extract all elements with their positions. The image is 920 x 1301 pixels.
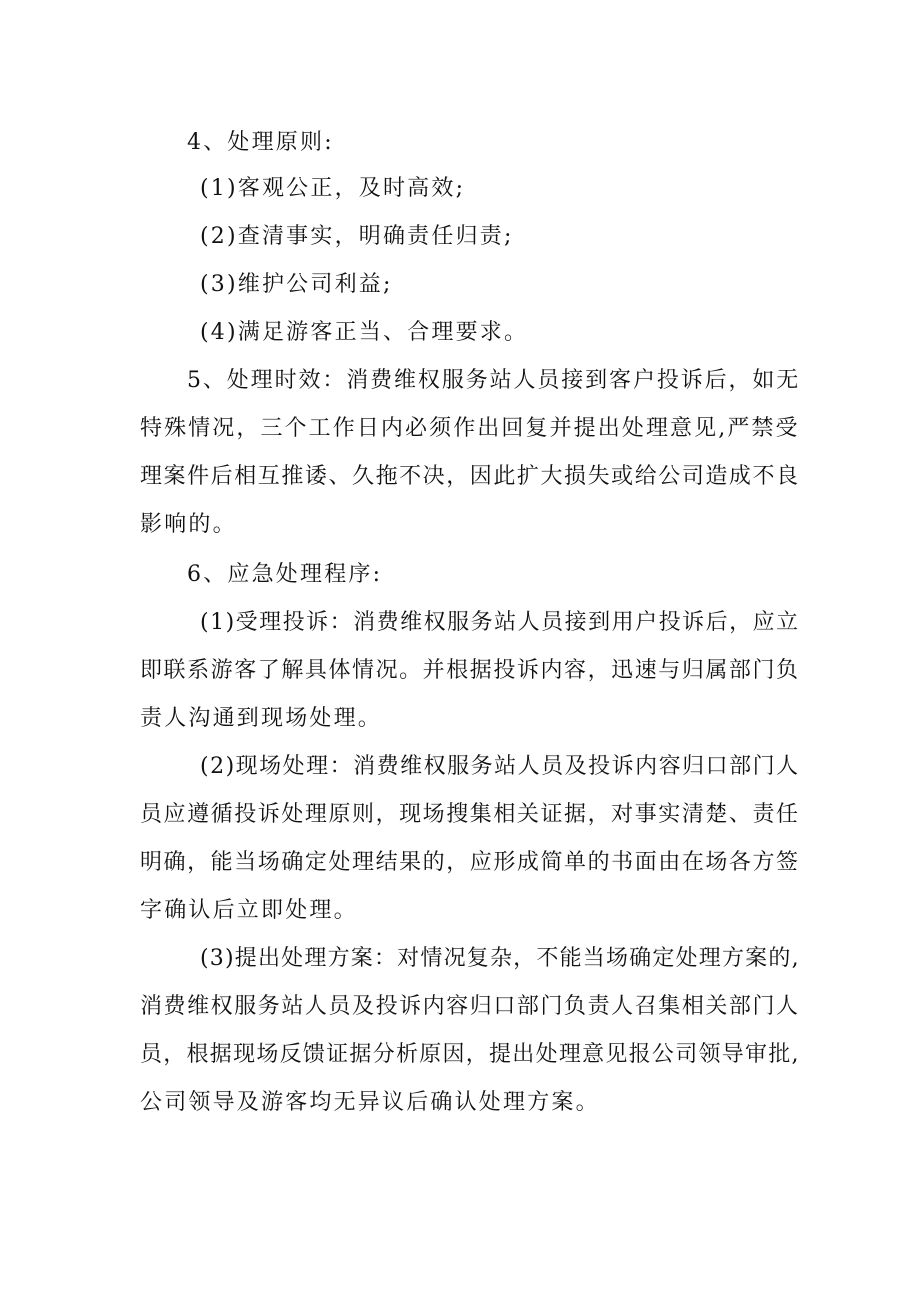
procedure-2-line-2: 员应遵循投诉处理原则，现场搜集相关证据，对事实清楚、责任	[140, 802, 800, 827]
procedure-1-line-1: (1)受理投诉：消费维权服务站人员接到用户投诉后，应立	[200, 610, 800, 635]
section-4-heading: 4、处理原则:	[187, 130, 334, 155]
procedure-3-line-4: 公司领导及游客均无异议后确认处理方案。	[140, 1090, 600, 1115]
section-5-line-2: 特殊情况，三个工作日内必须作出回复并提出处理意见,严禁受	[140, 416, 800, 441]
procedure-3-line-1: (3)提出处理方案：对情况复杂，不能当场确定处理方案的,	[200, 946, 800, 971]
principle-item-1: (1)客观公正，及时高效;	[200, 176, 466, 201]
principle-item-3: (3)维护公司利益;	[200, 272, 393, 297]
procedure-3-line-3: 员，根据现场反馈证据分析原因，提出处理意见报公司领导审批,	[140, 1042, 800, 1067]
procedure-2-line-4: 字确认后立即处理。	[140, 898, 358, 923]
procedure-3-line-2: 消费维权服务站人员及投诉内容归口部门负责人召集相关部门人	[140, 994, 800, 1019]
procedure-2-line-1: (2)现场处理：消费维权服务站人员及投诉内容归口部门人	[200, 754, 800, 779]
section-6-heading: 6、应急处理程序:	[187, 562, 383, 587]
section-5-line-3: 理案件后相互推诿、久拖不决，因此扩大损失或给公司造成不良	[140, 464, 800, 489]
section-5-line-1: 5、处理时效：消费维权服务站人员接到客户投诉后，如无	[187, 368, 801, 393]
principle-item-2: (2)查清事实，明确责任归责;	[200, 224, 514, 249]
section-5-line-4: 影响的。	[140, 512, 237, 537]
procedure-1-line-3: 责人沟通到现场处理。	[140, 706, 383, 731]
procedure-1-line-2: 即联系游客了解具体情况。并根据投诉内容，迅速与归属部门负	[140, 658, 800, 683]
principle-item-4: (4)满足游客正当、合理要求。	[200, 320, 529, 345]
procedure-2-line-3: 明确，能当场确定处理结果的，应形成简单的书面由在场各方签	[140, 850, 800, 875]
